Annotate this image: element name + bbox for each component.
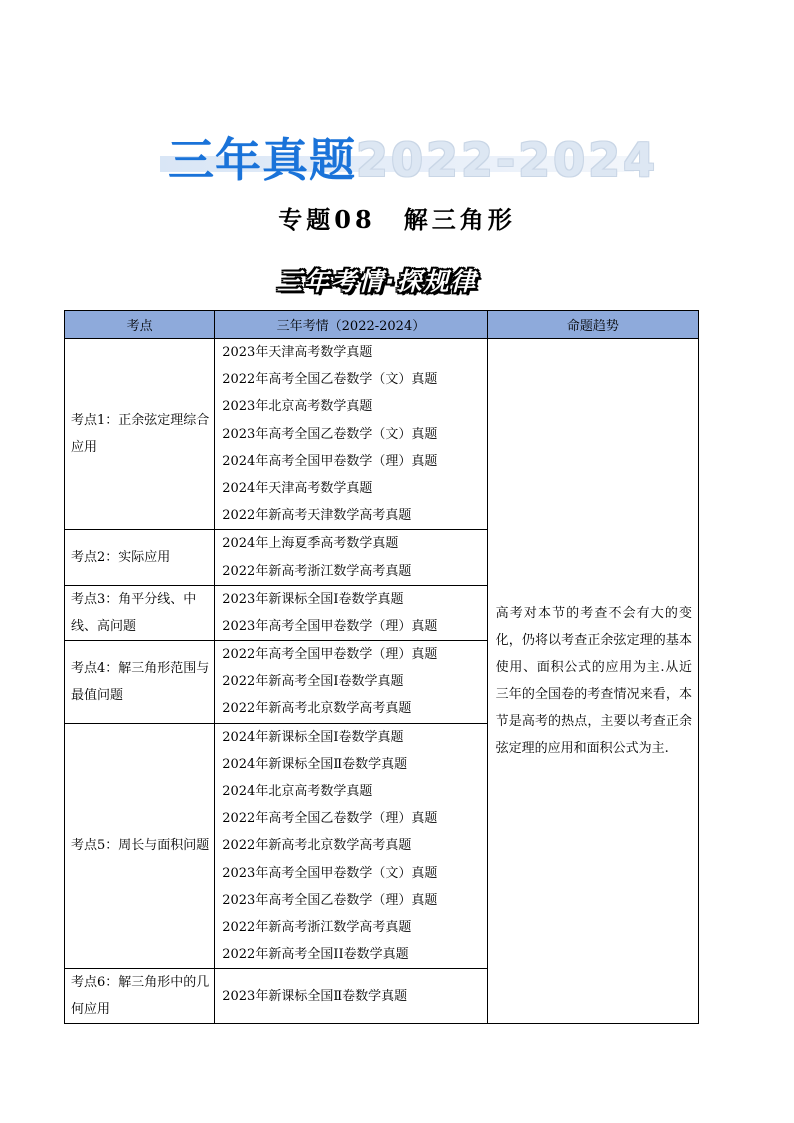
sources-cell <box>215 723 487 969</box>
source-item: 2024年北京高考数学真题 <box>222 784 373 799</box>
sources-cell <box>215 585 487 640</box>
topic-cell: 考点4：解三角形范围与最值问题 <box>65 641 215 724</box>
source-item: 2023年新课标全国Ⅱ卷数学真题 <box>222 988 408 1004</box>
source-item: 2022年新高考浙江数学高考真题 <box>222 563 412 579</box>
source-item: 2023年高考全国乙卷数学（理）真题 <box>222 892 438 908</box>
trend-cell: 高考对本节的考查不会有大的变化，仍将以考查正余弦定理的基本使用、面积公式的应用为主.从近三年的全国卷的考查情况来看，本节是高考的热点，主要以考查正余弦定理的应用和面积公式为主. <box>487 339 698 1024</box>
source-item: 2022年新高考天津数学高考真题 <box>222 508 412 524</box>
source-item: 2024年高考全国甲卷数学（理）真题 <box>222 453 438 469</box>
topic-cell: 考点1：正余弦定理综合应用 <box>65 339 215 530</box>
source-item: 2023年新课标全国Ⅰ卷数学真题 <box>222 591 404 607</box>
sources-cell <box>215 969 487 1024</box>
source-item: 2022年新高考北京数学高考真题 <box>222 701 412 717</box>
source-item: 2024年天津高考数学真题 <box>222 480 373 496</box>
title-banner <box>160 118 659 187</box>
source-item: 2022年高考全国乙卷数学（理）真题 <box>222 811 438 827</box>
source-item: 2023年高考全国甲卷数学（文）真题 <box>222 865 438 881</box>
source-item: 2022年新高考全国I卷数学真题 <box>222 674 404 690</box>
banner-heading <box>168 124 658 190</box>
source-item: 2024年新课标全国Ⅰ卷数学真题 <box>222 729 404 745</box>
source-item: 2024年上海夏季高考数学真题 <box>222 536 399 552</box>
document-title: 专题08 解三角形 <box>278 205 516 234</box>
topic-cell: 考点5：周长与面积问题 <box>65 723 215 969</box>
banner-heading-year: 2022-2024 <box>356 133 659 187</box>
section-subtitle: 三年考情·探规律 <box>277 267 478 296</box>
source-item: 2024年新课标全国Ⅱ卷数学真题 <box>222 756 408 772</box>
sources-cell <box>215 641 487 724</box>
topic-cell: 考点2：实际应用 <box>65 530 215 585</box>
banner-heading-cn: 三年真题 <box>168 133 356 187</box>
exam-analysis-table <box>64 310 699 1024</box>
sources-cell <box>215 339 487 530</box>
source-item: 2022年高考全国乙卷数学（文）真题 <box>222 372 438 388</box>
table-row <box>65 339 699 530</box>
header-trend: 命题趋势 <box>487 311 698 339</box>
source-item: 2022年新高考浙江数学高考真题 <box>222 919 412 935</box>
sources-cell <box>215 530 487 585</box>
header-sources: 三年考情（2022-2024） <box>215 311 487 339</box>
topic-cell: 考点3：角平分线、中线、高问题 <box>65 585 215 640</box>
source-item: 2022年高考全国甲卷数学（理）真题 <box>222 647 438 663</box>
source-item: 2023年高考全国甲卷数学（理）真题 <box>222 618 438 634</box>
table-header-row <box>65 311 699 339</box>
source-item: 2022年新高考全国II卷数学真题 <box>222 947 409 963</box>
section-subtitle-badge <box>277 262 521 298</box>
source-item: 2023年天津高考数学真题 <box>222 345 373 360</box>
source-item: 2022年新高考北京数学高考真题 <box>222 838 412 854</box>
header-topic: 考点 <box>65 311 215 339</box>
source-item: 2023年高考全国乙卷数学（文）真题 <box>222 426 438 442</box>
topic-cell: 考点6：解三角形中的几何应用 <box>65 969 215 1024</box>
source-item: 2023年北京高考数学真题 <box>222 399 373 415</box>
